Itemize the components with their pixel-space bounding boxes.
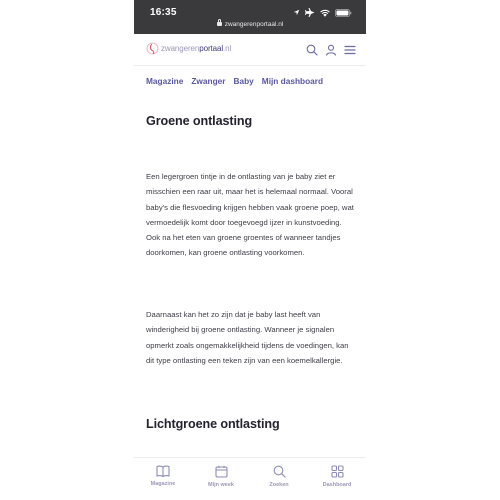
article-paragraph: Daarnaast kan het zo zijn dat je baby last heeft van winderigheid bij groene ontlasting. Wanneer je signalen opmerkt zoals ongemakkelijkheid tijdens de voedingen, kan dit type ontlasting een teken zijn van een koemelkallergie. xyxy=(146,310,349,365)
section-heading: Lichtgroene ontlasting xyxy=(146,417,280,431)
logo-text: zwangerenportaal.nl xyxy=(161,44,232,53)
status-bar xyxy=(134,0,366,34)
tab-dashboard[interactable] xyxy=(308,458,366,500)
tab-mijn-week[interactable] xyxy=(192,458,250,500)
tab-label: Mijn week xyxy=(208,482,234,488)
search-icon xyxy=(273,465,286,478)
main-nav xyxy=(146,76,323,86)
site-header xyxy=(134,34,366,66)
article-paragraph: Een legergroen tintje in de ontlasting van je baby ziet er misschien een raar uit, maar het is helemaal normaal. Vooral baby's die flesvoeding krijgen hebben vaak groene poep, wat vermoedelijk komt door toegevoegd ijzer in kunstvoeding. Ook na het eten van groene groentes of wanneer tandjes doorkomen, kan groene ontlasting voorkomen. xyxy=(146,172,354,258)
airplane-icon xyxy=(305,8,315,17)
site-logo[interactable] xyxy=(146,42,231,55)
nav-item-baby[interactable]: Baby xyxy=(233,76,254,86)
phone-screen xyxy=(134,0,366,500)
address-bar[interactable] xyxy=(134,21,366,28)
user-icon[interactable] xyxy=(325,43,337,55)
header-actions xyxy=(306,43,356,55)
url-text: zwangerenportaal.nl xyxy=(224,21,284,28)
status-icons xyxy=(293,8,352,17)
tab-zoeken[interactable] xyxy=(250,458,308,500)
section-heading: Groene ontlasting xyxy=(146,114,253,128)
nav-item-magazine[interactable]: Magazine xyxy=(146,76,184,86)
article-content xyxy=(146,114,356,431)
tab-magazine[interactable] xyxy=(134,458,192,500)
tab-label: Zoeken xyxy=(269,482,289,488)
status-time: 16:35 xyxy=(150,7,177,18)
location-icon xyxy=(293,9,300,16)
tab-label: Magazine xyxy=(150,481,176,487)
nav-item-zwanger[interactable]: Zwanger xyxy=(191,76,226,86)
battery-icon xyxy=(335,9,352,17)
wifi-icon xyxy=(320,9,330,17)
book-icon xyxy=(156,465,170,477)
bottom-tab-bar xyxy=(134,457,366,500)
hamburger-menu-icon[interactable] xyxy=(344,43,356,55)
lock-icon xyxy=(217,22,222,26)
logo-mark-icon xyxy=(146,42,159,55)
search-icon[interactable] xyxy=(306,43,318,55)
calendar-icon xyxy=(215,465,228,478)
grid-icon xyxy=(331,465,344,478)
tab-label: Dashboard xyxy=(322,482,352,488)
nav-item-mijn-dashboard[interactable]: Mijn dashboard xyxy=(261,76,324,86)
